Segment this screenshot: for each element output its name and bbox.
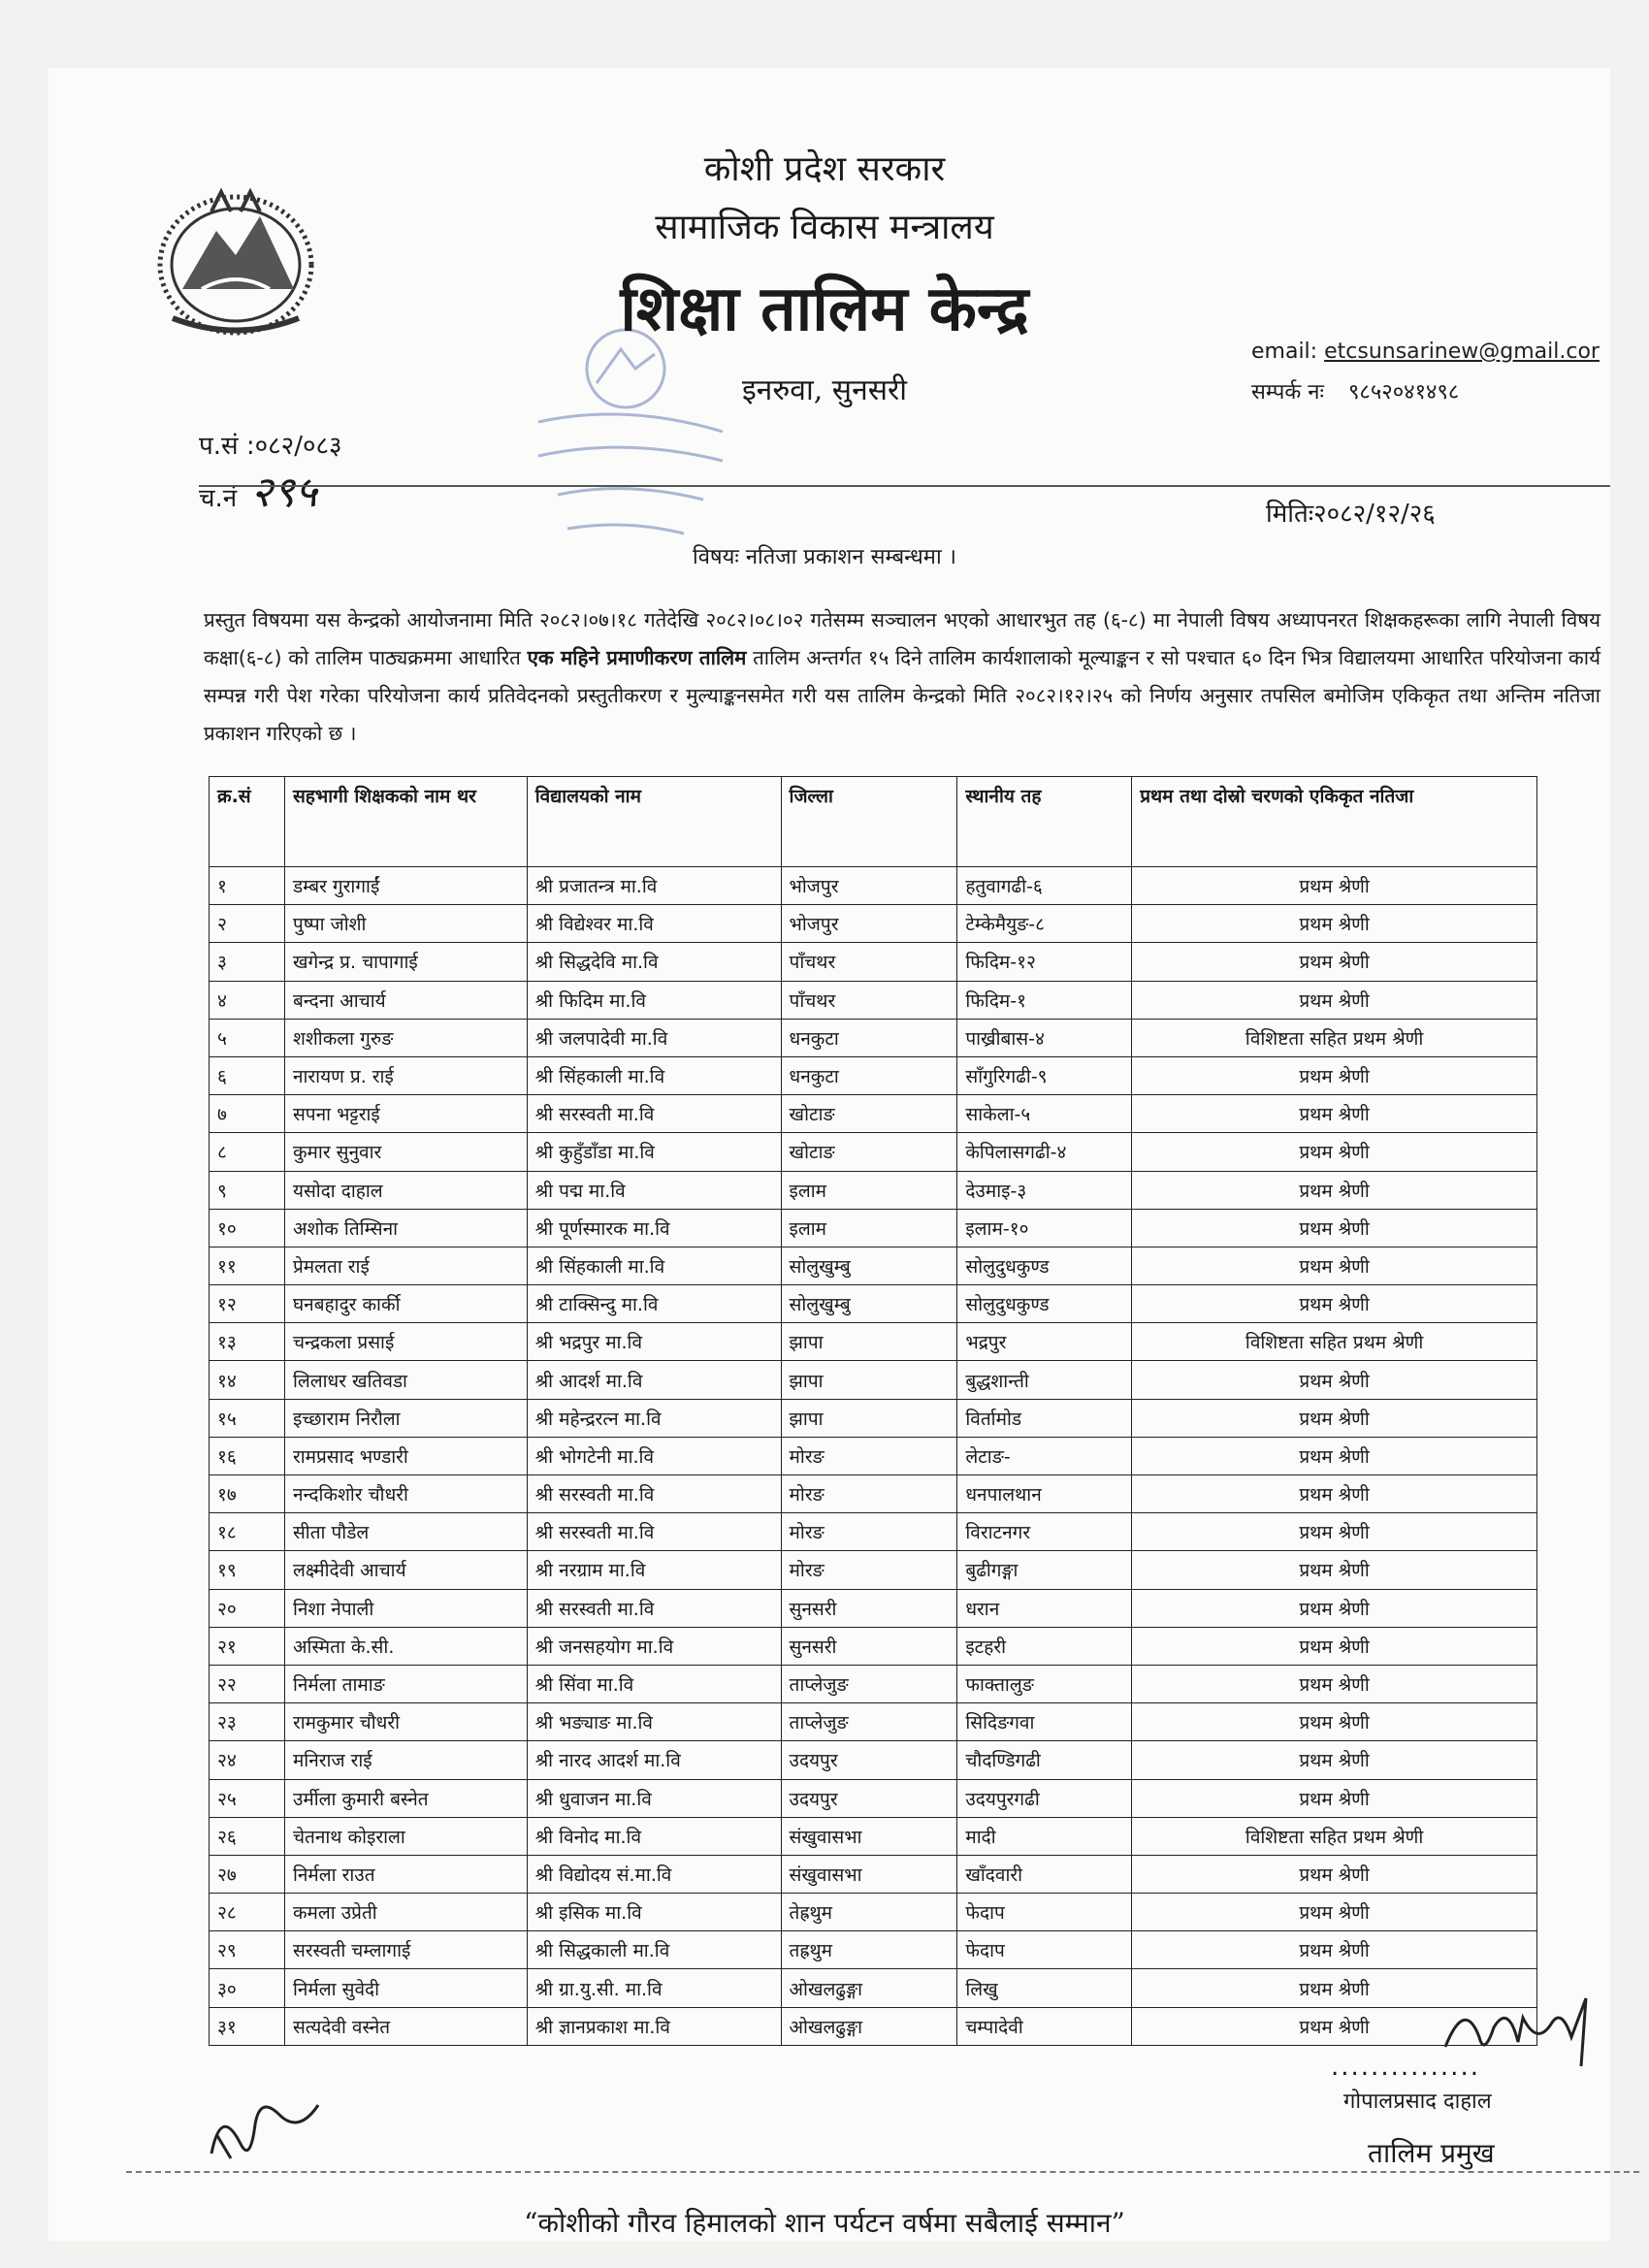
table-row: [210, 1399, 1537, 1437]
cell-serial: २: [210, 905, 285, 943]
cell-serial: ८: [210, 1133, 285, 1171]
header-result: प्रथम तथा दोस्रो चरणको एकिकृत नतिजा: [1132, 777, 1537, 867]
cell-result: प्रथम श्रेणी: [1132, 867, 1537, 905]
cell-teacher-name: रामकुमार चौधरी: [284, 1703, 527, 1741]
cell-serial: ६: [210, 1056, 285, 1094]
cell-teacher-name: निशा नेपाली: [284, 1589, 527, 1627]
ps-label: प.सं :: [199, 432, 255, 461]
cell-result: प्रथम श्रेणी: [1132, 1133, 1537, 1171]
cell-result: प्रथम श्रेणी: [1132, 1171, 1537, 1209]
table-row: [210, 1703, 1537, 1741]
cell-result: प्रथम श्रेणी: [1132, 1589, 1537, 1627]
header-ministry: सामाजिक विकास मन्त्रालय: [655, 208, 994, 247]
cell-serial: ११: [210, 1247, 285, 1284]
cell-local-level: हतुवागढी-६: [957, 867, 1132, 905]
cell-teacher-name: निर्मला तामाङ: [284, 1665, 527, 1702]
cell-district: सुनसरी: [781, 1589, 957, 1627]
body-text-bold: एक महिने प्रमाणीकरण तालिम: [527, 646, 747, 669]
cell-local-level: उदयपुरगढी: [957, 1779, 1132, 1817]
cell-local-level: फेदाप: [957, 1894, 1132, 1931]
cell-school-name: श्री सरस्वती मा.वि: [527, 1513, 781, 1551]
cell-teacher-name: बन्दना आचार्य: [284, 981, 527, 1019]
cn-value: २९५: [250, 468, 317, 517]
cell-local-level: भद्रपुर: [957, 1323, 1132, 1361]
cell-serial: २९: [210, 1931, 285, 1969]
office-stamp-icon: [529, 315, 728, 543]
cell-result: प्रथम श्रेणी: [1132, 2007, 1537, 2045]
cell-serial: १: [210, 867, 285, 905]
cell-district: तह्रथुम: [781, 1931, 957, 1969]
cell-district: मोरङ: [781, 1551, 957, 1589]
cell-teacher-name: पुष्पा जोशी: [284, 905, 527, 943]
cell-local-level: केपिलासगढी-४: [957, 1133, 1132, 1171]
email-label: email:: [1251, 340, 1318, 364]
cell-result: प्रथम श्रेणी: [1132, 1056, 1537, 1094]
cell-school-name: श्री इसिक मा.वि: [527, 1894, 781, 1931]
cell-school-name: श्री पद्म मा.वि: [527, 1171, 781, 1209]
cell-teacher-name: लक्ष्मीदेवी आचार्य: [284, 1551, 527, 1589]
cell-result: विशिष्टता सहित प्रथम श्रेणी: [1132, 1817, 1537, 1855]
cell-school-name: श्री सिंवा मा.वि: [527, 1665, 781, 1702]
cell-district: उदयपुर: [781, 1779, 957, 1817]
cell-result: प्रथम श्रेणी: [1132, 1627, 1537, 1665]
table-row: [210, 1095, 1537, 1133]
cell-school-name: श्री धुवाजन मा.वि: [527, 1779, 781, 1817]
header-school-name: विद्यालयको नाम: [527, 777, 781, 867]
table-row: [210, 1171, 1537, 1209]
cell-school-name: श्री भोगटेनी मा.वि: [527, 1437, 781, 1474]
cell-local-level: फेदाप: [957, 1931, 1132, 1969]
cell-school-name: श्री कुहुँडाँडा मा.वि: [527, 1133, 781, 1171]
cell-teacher-name: यसोदा दाहाल: [284, 1171, 527, 1209]
cell-result: प्रथम श्रेणी: [1132, 943, 1537, 981]
cell-serial: १९: [210, 1551, 285, 1589]
cell-school-name: श्री सिंहकाली मा.वि: [527, 1247, 781, 1284]
cell-district: इलाम: [781, 1209, 957, 1247]
cell-result: प्रथम श्रेणी: [1132, 1703, 1537, 1741]
cell-school-name: श्री नरग्राम मा.वि: [527, 1551, 781, 1589]
signatory-name: गोपालप्रसाद दाहाल: [1343, 2090, 1492, 2114]
cell-teacher-name: रामप्रसाद भण्डारी: [284, 1437, 527, 1474]
table-row: [210, 1627, 1537, 1665]
cell-district: मोरङ: [781, 1475, 957, 1513]
table-row: [210, 1855, 1537, 1893]
cell-serial: २५: [210, 1779, 285, 1817]
cell-local-level: विर्तामोड: [957, 1399, 1132, 1437]
table-row: [210, 943, 1537, 981]
table-row: [210, 1894, 1537, 1931]
cell-local-level: खाँदवारी: [957, 1855, 1132, 1893]
cell-serial: २७: [210, 1855, 285, 1893]
cell-result: प्रथम श्रेणी: [1132, 1969, 1537, 2007]
table-row: [210, 1931, 1537, 1969]
cell-result: विशिष्टता सहित प्रथम श्रेणी: [1132, 1019, 1537, 1056]
cell-serial: २३: [210, 1703, 285, 1741]
contact-phone: [1251, 376, 1459, 405]
cell-teacher-name: अस्मिता के.सी.: [284, 1627, 527, 1665]
cell-district: ओखलढुङ्गा: [781, 1969, 957, 2007]
cell-school-name: श्री जलपादेवी मा.वि: [527, 1019, 781, 1056]
cell-local-level: इटहरी: [957, 1627, 1132, 1665]
table-row: [210, 1741, 1537, 1779]
signatory-title: तालिम प्रमुख: [1368, 2137, 1495, 2169]
cell-local-level: विराटनगर: [957, 1513, 1132, 1551]
cell-district: झापा: [781, 1323, 957, 1361]
cell-school-name: श्री विद्योदय सं.मा.वि: [527, 1855, 781, 1893]
cell-school-name: श्री सिंहकाली मा.वि: [527, 1056, 781, 1094]
table-row: [210, 1817, 1537, 1855]
cell-district: सोलुखुम्बु: [781, 1247, 957, 1284]
table-row: [210, 1513, 1537, 1551]
cell-district: पाँचथर: [781, 981, 957, 1019]
cell-local-level: धरान: [957, 1589, 1132, 1627]
cell-district: उदयपुर: [781, 1741, 957, 1779]
cell-teacher-name: डम्बर गुरागाईं: [284, 867, 527, 905]
cell-school-name: श्री टाक्सिन्दु मा.वि: [527, 1285, 781, 1323]
cell-local-level: मादी: [957, 1817, 1132, 1855]
cell-teacher-name: सरस्वती चम्लागाई: [284, 1931, 527, 1969]
header-divider: [199, 485, 1610, 487]
cell-local-level: इलाम-१०: [957, 1209, 1132, 1247]
table-row: [210, 1475, 1537, 1513]
cell-district: मोरङ: [781, 1437, 957, 1474]
cell-serial: ४: [210, 981, 285, 1019]
cell-school-name: श्री जनसहयोग मा.वि: [527, 1627, 781, 1665]
cell-local-level: टेम्केमैयुङ-८: [957, 905, 1132, 943]
table-row: [210, 1361, 1537, 1399]
table-row: [210, 1437, 1537, 1474]
table-row: [210, 1019, 1537, 1056]
cell-result: प्रथम श्रेणी: [1132, 1095, 1537, 1133]
cell-teacher-name: शशीकला गुरुङ: [284, 1019, 527, 1056]
cell-local-level: धनपालथान: [957, 1475, 1132, 1513]
cell-school-name: श्री सरस्वती मा.वि: [527, 1475, 781, 1513]
body-text-1: प्रस्तुत विषयमा यस केन्द्रको आयोजनामा मिति २०८२।०७।१८ गतेदेखि २०८२।०८।०२ गतेसम्म सञ्चालन भएको आधारभुत तह (६-८) मा नेपाली विषय अध्यापनरत शिक्षकहरूका लागि नेपाली विषय कक्षा(६-८) को तालिम पाठ्यक्रममा आधारित: [204, 608, 1600, 669]
cell-district: सुनसरी: [781, 1627, 957, 1665]
cell-serial: ३: [210, 943, 285, 981]
cell-local-level: साँगुरिगढी-९: [957, 1056, 1132, 1094]
cell-local-level: फिदिम-१: [957, 981, 1132, 1019]
header-office-name: शिक्षा तालिम केन्द्र: [620, 273, 1029, 345]
cell-local-level: देउमाइ-३: [957, 1171, 1132, 1209]
cell-result: प्रथम श्रेणी: [1132, 905, 1537, 943]
initials-signature-image: [202, 2076, 328, 2168]
cell-local-level: फिदिम-१२: [957, 943, 1132, 981]
cell-teacher-name: उर्मीला कुमारी बस्नेत: [284, 1779, 527, 1817]
cell-school-name: श्री पूर्णस्मारक मा.वि: [527, 1209, 781, 1247]
cell-teacher-name: चेतनाथ कोइराला: [284, 1817, 527, 1855]
cell-district: धनकुटा: [781, 1056, 957, 1094]
table-row: [210, 1323, 1537, 1361]
cell-school-name: श्री ज्ञानप्रकाश मा.वि: [527, 2007, 781, 2045]
cell-result: प्रथम श्रेणी: [1132, 1475, 1537, 1513]
cell-district: संखुवासभा: [781, 1855, 957, 1893]
cell-local-level: चम्पादेवी: [957, 2007, 1132, 2045]
dispatch-number: [199, 461, 317, 519]
cell-teacher-name: निर्मला राउत: [284, 1855, 527, 1893]
phone-label: सम्पर्क नः: [1251, 380, 1324, 405]
cell-local-level: सोलुदुधकुण्ड: [957, 1285, 1132, 1323]
cell-local-level: बुढीगङ्गा: [957, 1551, 1132, 1589]
cell-district: पाँचथर: [781, 943, 957, 981]
cell-teacher-name: सत्यदेवी वस्नेत: [284, 2007, 527, 2045]
signature-line: ...............: [1331, 2053, 1480, 2082]
table-row: [210, 2007, 1537, 2045]
cell-result: प्रथम श्रेणी: [1132, 1399, 1537, 1437]
cell-school-name: श्री महेन्द्ररत्न मा.वि: [527, 1399, 781, 1437]
cell-result: प्रथम श्रेणी: [1132, 1894, 1537, 1931]
cn-label: च.नं: [199, 484, 238, 513]
cell-school-name: श्री सिद्धदेवि मा.वि: [527, 943, 781, 981]
cell-result: प्रथम श्रेणी: [1132, 1209, 1537, 1247]
body-paragraph: [204, 601, 1600, 753]
cell-result: प्रथम श्रेणी: [1132, 1551, 1537, 1589]
cell-school-name: श्री फिदिम मा.वि: [527, 981, 781, 1019]
cell-district: ताप्लेजुङ: [781, 1665, 957, 1702]
cell-serial: १२: [210, 1285, 285, 1323]
header-address: इनरुवा, सुनसरी: [741, 373, 908, 407]
cell-result: प्रथम श्रेणी: [1132, 1741, 1537, 1779]
cell-school-name: श्री विद्येश्वर मा.वि: [527, 905, 781, 943]
cell-result: प्रथम श्रेणी: [1132, 1665, 1537, 1702]
cell-teacher-name: प्रेमलता राई: [284, 1247, 527, 1284]
cell-school-name: श्री भद्रपुर मा.वि: [527, 1323, 781, 1361]
cell-school-name: श्री सिद्धकाली मा.वि: [527, 1931, 781, 1969]
cell-result: प्रथम श्रेणी: [1132, 981, 1537, 1019]
cell-serial: १०: [210, 1209, 285, 1247]
cell-local-level: बुद्धशान्ती: [957, 1361, 1132, 1399]
header-teacher-name: सहभागी शिक्षकको नाम थर: [284, 777, 527, 867]
cell-school-name: श्री प्रजातन्त्र मा.वि: [527, 867, 781, 905]
cell-local-level: सोलुदुधकुण्ड: [957, 1247, 1132, 1284]
cell-district: खोटाङ: [781, 1095, 957, 1133]
cell-district: खोटाङ: [781, 1133, 957, 1171]
cell-result: प्रथम श्रेणी: [1132, 1931, 1537, 1969]
letter-date: [1266, 495, 1436, 530]
cell-result: प्रथम श्रेणी: [1132, 1247, 1537, 1284]
table-header-row: [210, 777, 1537, 867]
cell-district: ओखलढुङ्गा: [781, 2007, 957, 2045]
cell-school-name: श्री आदर्श मा.वि: [527, 1361, 781, 1399]
cell-result: प्रथम श्रेणी: [1132, 1361, 1537, 1399]
header-district: जिल्ला: [781, 777, 957, 867]
cell-teacher-name: अशोक तिम्सिना: [284, 1209, 527, 1247]
cell-district: धनकुटा: [781, 1019, 957, 1056]
cell-teacher-name: घनबहादुर कार्की: [284, 1285, 527, 1323]
cell-teacher-name: सपना भट्टराई: [284, 1095, 527, 1133]
cell-result: प्रथम श्रेणी: [1132, 1437, 1537, 1474]
cell-teacher-name: कमला उप्रेती: [284, 1894, 527, 1931]
cell-serial: १६: [210, 1437, 285, 1474]
cell-teacher-name: चन्द्रकला प्रसाई: [284, 1323, 527, 1361]
cell-serial: ५: [210, 1019, 285, 1056]
cell-serial: २२: [210, 1665, 285, 1702]
cell-school-name: श्री ग्रा.यु.सी. मा.वि: [527, 1969, 781, 2007]
cell-school-name: श्री विनोद मा.वि: [527, 1817, 781, 1855]
cell-serial: २४: [210, 1741, 285, 1779]
cell-district: झापा: [781, 1399, 957, 1437]
cell-result: प्रथम श्रेणी: [1132, 1855, 1537, 1893]
cell-serial: २१: [210, 1627, 285, 1665]
cell-teacher-name: कुमार सुनुवार: [284, 1133, 527, 1171]
cell-school-name: श्री सरस्वती मा.वि: [527, 1589, 781, 1627]
cell-district: मोरङ: [781, 1513, 957, 1551]
table-row: [210, 1285, 1537, 1323]
cell-local-level: चौदण्डिगढी: [957, 1741, 1132, 1779]
cell-result: प्रथम श्रेणी: [1132, 1285, 1537, 1323]
table-row: [210, 867, 1537, 905]
table-row: [210, 981, 1537, 1019]
cell-local-level: लिखु: [957, 1969, 1132, 2007]
cell-district: भोजपुर: [781, 867, 957, 905]
cell-district: झापा: [781, 1361, 957, 1399]
cell-serial: १३: [210, 1323, 285, 1361]
cell-local-level: लेटाङ-: [957, 1437, 1132, 1474]
cell-teacher-name: नन्दकिशोर चौधरी: [284, 1475, 527, 1513]
cell-local-level: पाख्रीबास-४: [957, 1019, 1132, 1056]
cell-teacher-name: सीता पौडेल: [284, 1513, 527, 1551]
cell-teacher-name: नारायण प्र. राई: [284, 1056, 527, 1094]
cell-school-name: श्री नारद आदर्श मा.वि: [527, 1741, 781, 1779]
cell-serial: ७: [210, 1095, 285, 1133]
cell-local-level: सिदिङगवा: [957, 1703, 1132, 1741]
cell-local-level: साकेला-५: [957, 1095, 1132, 1133]
results-table: [209, 776, 1537, 2046]
cell-teacher-name: इच्छाराम निरौला: [284, 1399, 527, 1437]
cell-serial: २०: [210, 1589, 285, 1627]
cell-district: संखुवासभा: [781, 1817, 957, 1855]
cell-serial: २८: [210, 1894, 285, 1931]
table-row: [210, 905, 1537, 943]
table-row: [210, 1551, 1537, 1589]
table-row: [210, 1133, 1537, 1171]
cell-teacher-name: लिलाधर खतिवडा: [284, 1361, 527, 1399]
header-province-government: कोशी प्रदेश सरकार: [703, 149, 946, 189]
cell-school-name: श्री सरस्वती मा.वि: [527, 1095, 781, 1133]
footer-divider: [126, 2171, 1639, 2173]
cell-result: प्रथम श्रेणी: [1132, 1779, 1537, 1817]
cell-district: तेह्रथुम: [781, 1894, 957, 1931]
cell-serial: १७: [210, 1475, 285, 1513]
table-row: [210, 1056, 1537, 1094]
ps-value: ०८२/०८३: [254, 432, 342, 461]
table-row: [210, 1589, 1537, 1627]
cell-district: भोजपुर: [781, 905, 957, 943]
footer-motto: “कोशीको गौरव हिमालको शान पर्यटन वर्षमा सबैलाई सम्मान”: [524, 2207, 1125, 2239]
cell-serial: ३०: [210, 1969, 285, 2007]
cell-serial: ९: [210, 1171, 285, 1209]
email-link[interactable]: etcsunsarinew@gmail.cor: [1324, 340, 1600, 364]
table-row: [210, 1247, 1537, 1284]
table-row: [210, 1779, 1537, 1817]
cell-serial: १४: [210, 1361, 285, 1399]
phone-number: ९८५२०४१४९८: [1347, 380, 1460, 405]
date-value: २०८२/१२/२६: [1313, 500, 1436, 529]
cell-district: सोलुखुम्बु: [781, 1285, 957, 1323]
cell-serial: १८: [210, 1513, 285, 1551]
cell-teacher-name: निर्मला सुवेदी: [284, 1969, 527, 2007]
cell-result: विशिष्टता सहित प्रथम श्रेणी: [1132, 1323, 1537, 1361]
cell-local-level: फाक्तालुङ: [957, 1665, 1132, 1702]
cell-district: इलाम: [781, 1171, 957, 1209]
date-label: मितिः: [1266, 500, 1314, 529]
body-text-2: तालिम अन्तर्गत १५ दिने तालिम कार्यशालाको मूल्याङ्कन र सो पश्चात ६० दिन भित्र विद्यालयमा आधारित परियोजना कार्य सम्पन्न गरी पेश गरेका परियोजना कार्य प्रतिवेदनको प्रस्तुतीकरण र मुल्याङ्कनसमेत गरी यस तालिम केन्द्रको मिति २०८२।१२।२५ को निर्णय अनुसार तपसिल बमोजिम एकिकृत तथा अन्तिम नतिजा प्रकाशन गरिएको छ ।: [204, 646, 1600, 745]
cell-serial: २६: [210, 1817, 285, 1855]
table-row: [210, 1969, 1537, 2007]
cell-teacher-name: मनिराज राई: [284, 1741, 527, 1779]
table-row: [210, 1665, 1537, 1702]
cell-district: ताप्लेजुङ: [781, 1703, 957, 1741]
letter-subject: विषयः नतिजा प्रकाशन सम्बन्धमा ।: [693, 545, 956, 569]
cell-serial: १५: [210, 1399, 285, 1437]
header-serial: क्र.सं: [210, 777, 285, 867]
cell-result: प्रथम श्रेणी: [1132, 1513, 1537, 1551]
cell-serial: ३१: [210, 2007, 285, 2045]
cell-school-name: श्री भङ्याङ मा.वि: [527, 1703, 781, 1741]
header-local-level: स्थानीय तह: [957, 777, 1132, 867]
reference-number: [199, 427, 342, 462]
cell-teacher-name: खगेन्द्र प्र. चापागाई: [284, 943, 527, 981]
contact-email: [1251, 340, 1600, 364]
table-row: [210, 1209, 1537, 1247]
